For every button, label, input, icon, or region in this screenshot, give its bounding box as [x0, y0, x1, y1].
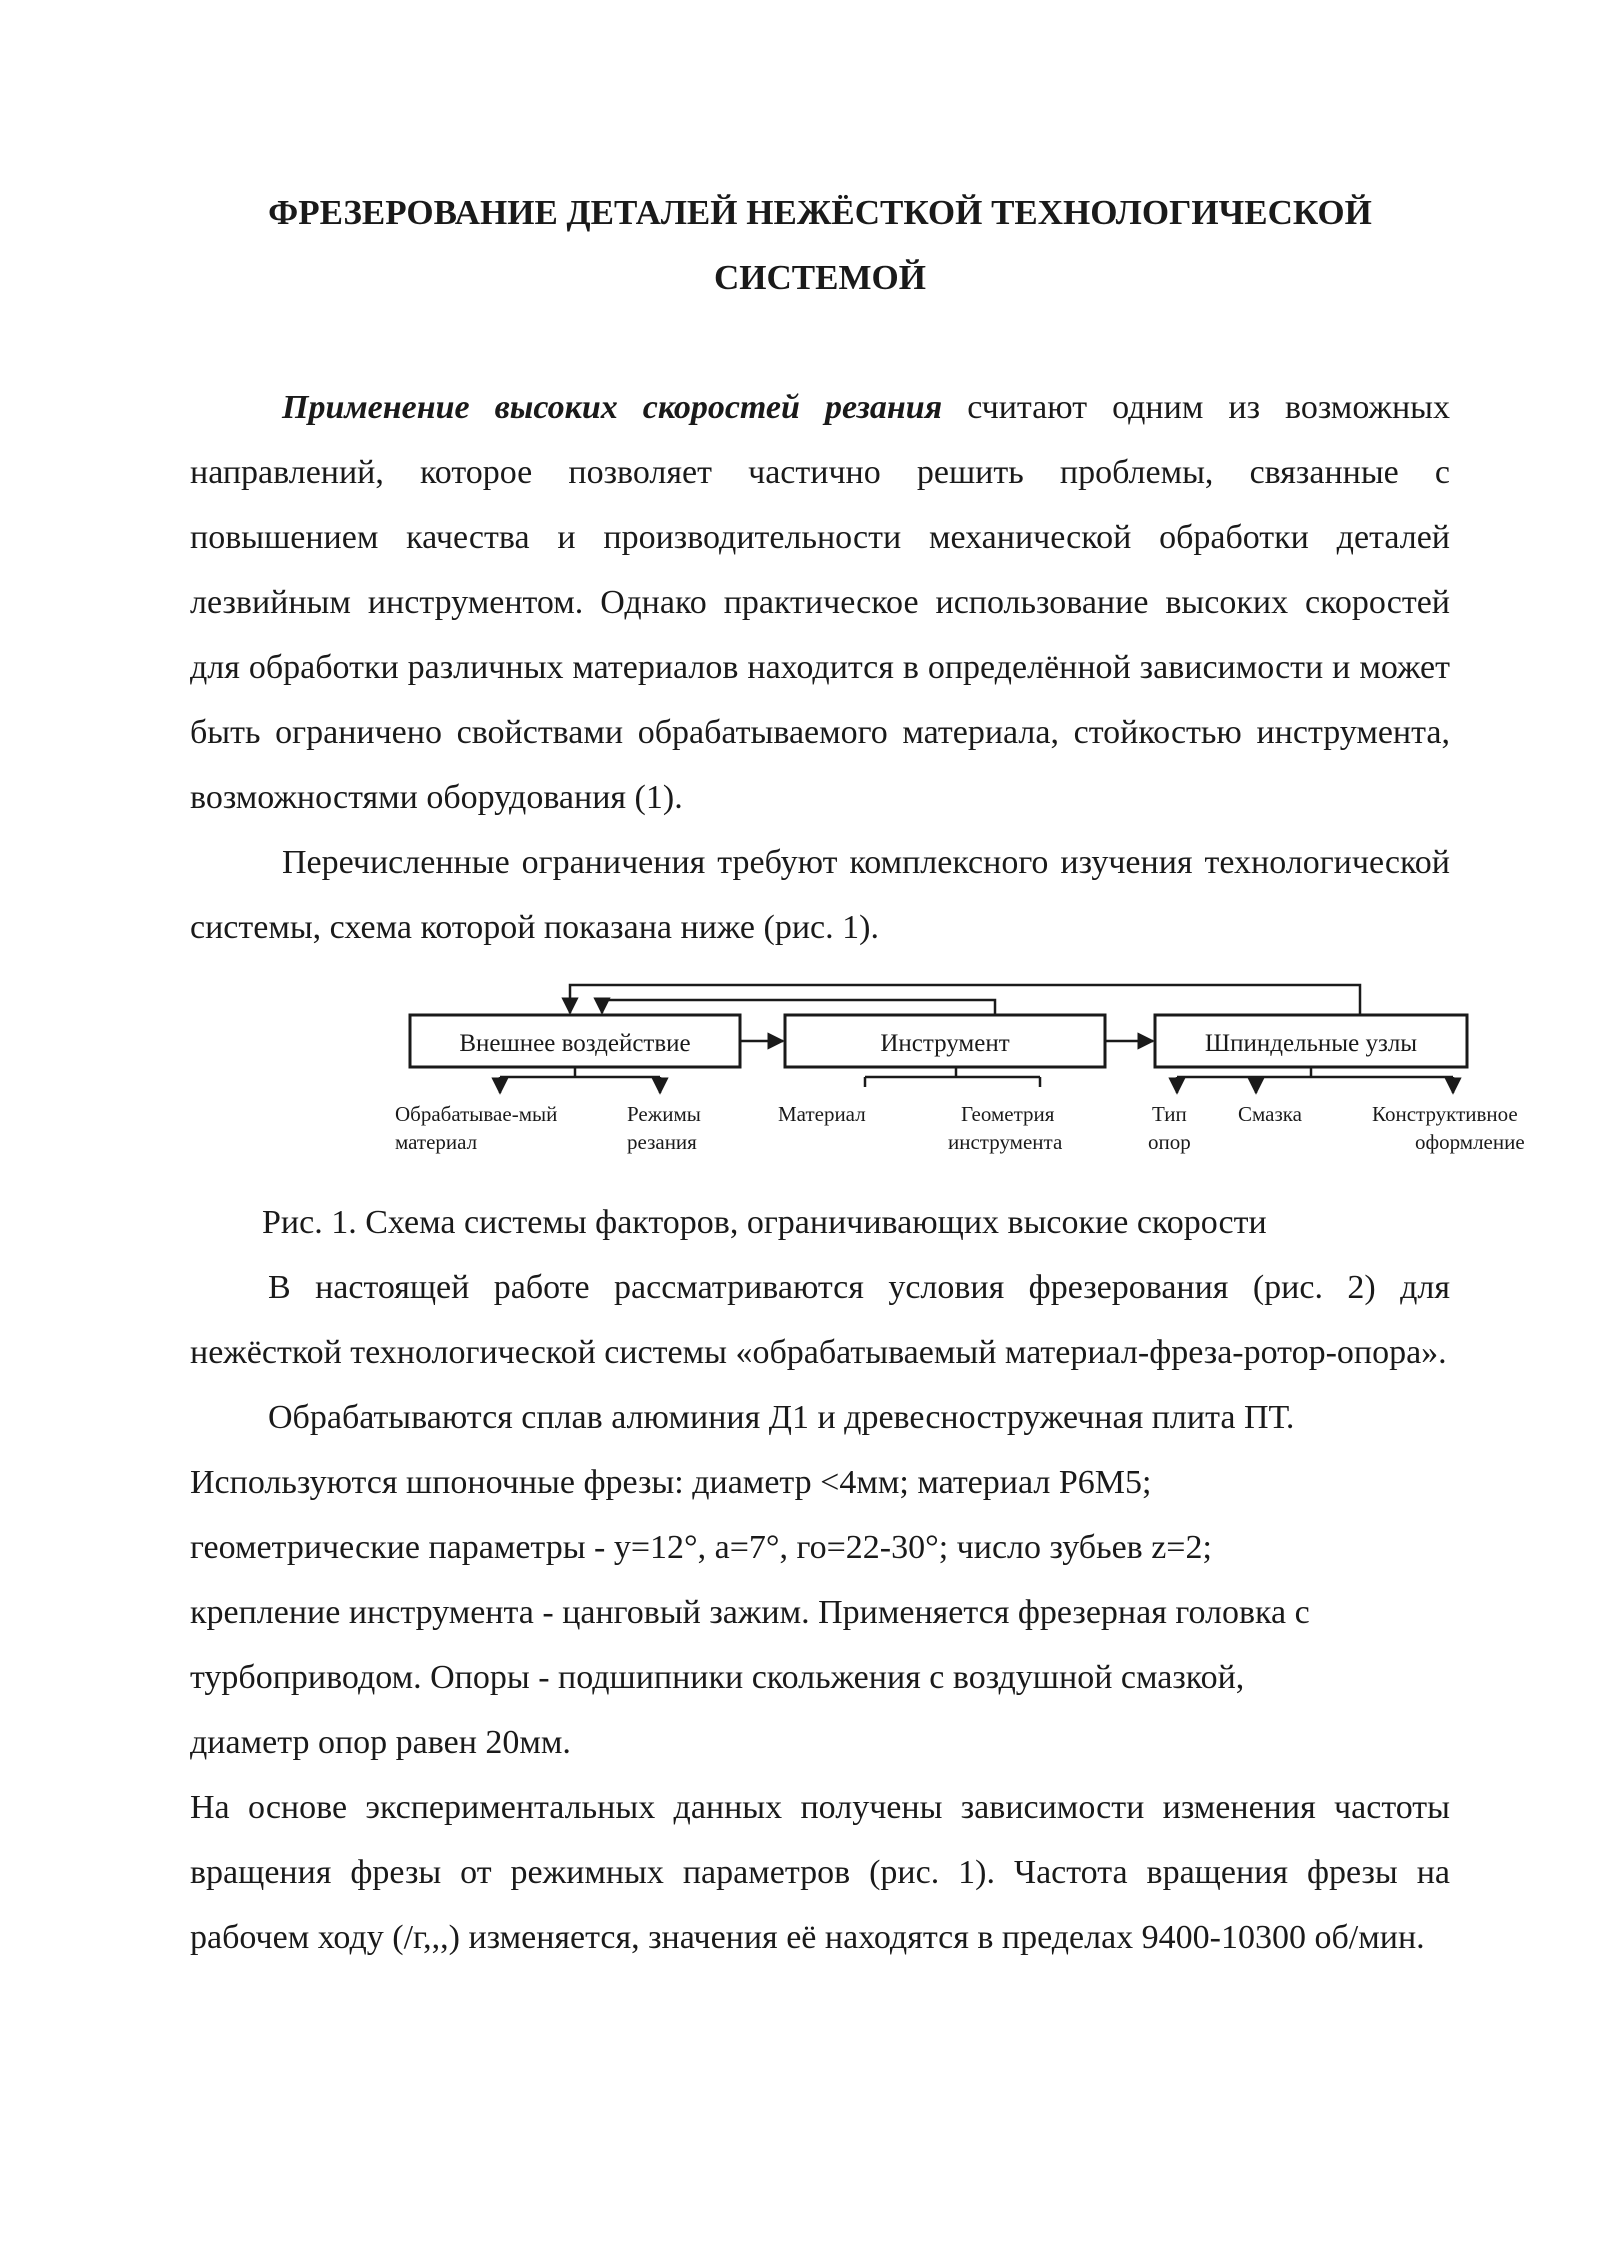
feedback-lines [570, 985, 1360, 1014]
materials-line-5: турбоприводом. Опоры - подшипники скольжения с воздушной смазкой, [190, 1659, 1245, 1696]
label-tool-geometry-2: инструмента [948, 1130, 1063, 1154]
label-design-2: оформление [1415, 1130, 1525, 1154]
label-tool-material: Материал [778, 1102, 866, 1126]
intro-text: считают одним из возможных направлений, которое позволяет частично решить проблемы, связанные с повышением качества и производительности механической обработки деталей лезвийным инструментом. Однако практическое использование высоких скоростей для обработки различных материалов находится в определённой зависимости и может быть ограничено свойствами обрабатываемого материала, стойкостью инструмента, возможностями оборудования (1). [190, 389, 1450, 816]
document-title [190, 180, 1450, 310]
materials-line-3: геометрические параметры - y=12°, a=7°, го=22-30°; число зубьев z=2; [190, 1529, 1212, 1566]
box-external-influence [410, 1015, 740, 1067]
materials-line-2: Используются шпоночные фрезы: диаметр <4мм; материал Р6М5; [190, 1464, 1152, 1501]
paragraph-materials [190, 1385, 1450, 1775]
materials-line-6: диаметр опор равен 20мм. [190, 1724, 571, 1761]
materials-line-1: Обрабатываются сплав алюминия Д1 и древесностружечная плита ПТ. [268, 1399, 1295, 1436]
box-spindle-units [1155, 1015, 1467, 1067]
box-instrument [785, 1015, 1105, 1067]
box-spindle-units-label: Шпиндельные узлы [1204, 1030, 1418, 1057]
label-tool-geometry: Геометрия [961, 1102, 1055, 1126]
label-support-type-2: опор [1148, 1130, 1191, 1154]
intro-emphasis: Применение высоких скоростей резания [282, 389, 943, 426]
label-workpiece-material: Обрабатывае-мый [395, 1102, 558, 1126]
figure-caption: Рис. 1. Схема системы факторов, ограничивающих высокие скорости [262, 1204, 1267, 1241]
paragraph-limitations: Перечисленные ограничения требуют комплексного изучения технологической системы, схема которой показана ниже (рис. 1). [190, 844, 1450, 946]
title-line-1: ФРЕЗЕРОВАНИЕ ДЕТАЛЕЙ НЕЖЁСТКОЙ ТЕХНОЛОГИЧЕСКОЙ [268, 193, 1372, 232]
materials-line-4: крепление инструмента - цанговый зажим. Применяется фрезерная головка с [190, 1594, 1310, 1631]
title-line-2: СИСТЕМОЙ [714, 258, 926, 297]
label-lubrication: Смазка [1238, 1102, 1302, 1126]
label-support-type: Тип [1152, 1102, 1187, 1126]
intro-paragraph [190, 375, 1450, 830]
body-paragraphs [190, 1255, 1450, 1970]
factor-labels [395, 1102, 1525, 1154]
paragraph-conditions: В настоящей работе рассматриваются условия фрезерования (рис. 2) для нежёсткой технологической системы «обрабатываемый материал-фреза-ротор-опора». [190, 1269, 1450, 1371]
label-workpiece-material-2: материал [395, 1130, 478, 1154]
label-design: Конструктивное [1372, 1102, 1518, 1126]
paragraph-results: На основе экспериментальных данных получены зависимости изменения частоты вращения фрезы от режимных параметров (рис. 1). Частота вращения фрезы на рабочем ходу (/г,,,) изменяется, значения её находятся в пределах 9400-10300 об/мин. [190, 1789, 1450, 1956]
intro-paragraph-block [190, 375, 1450, 960]
label-cutting-modes: Режимы [627, 1102, 701, 1126]
box-external-influence-label: Внешнее воздействие [459, 1030, 691, 1057]
label-cutting-modes-2: резания [627, 1130, 697, 1154]
box-instrument-label: Инструмент [880, 1030, 1010, 1057]
branch-lines [500, 1067, 1453, 1093]
factor-system-diagram [390, 975, 1590, 1175]
